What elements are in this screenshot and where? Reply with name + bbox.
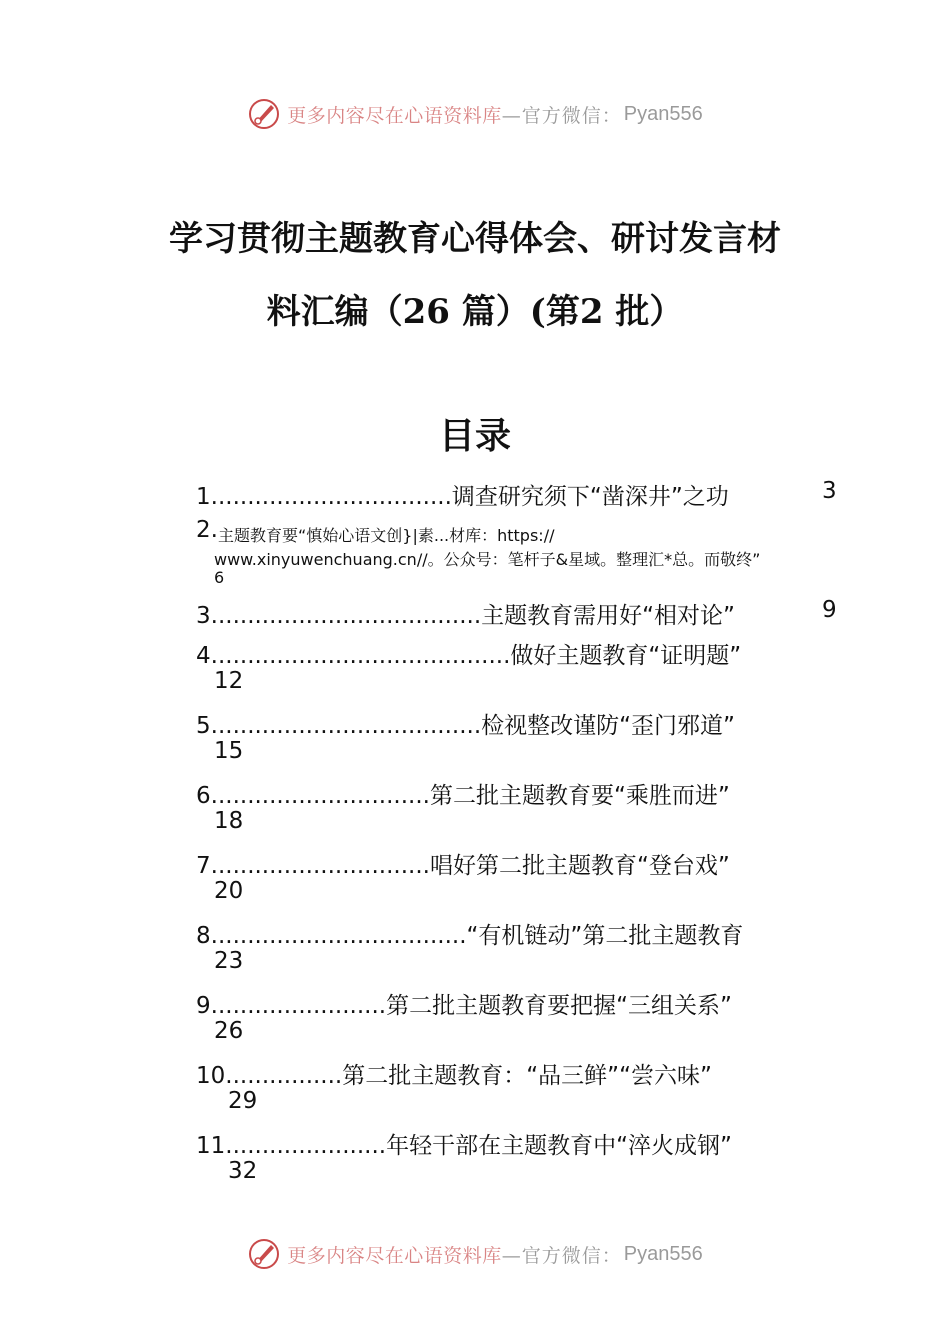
toc-entry-4-page: 12 bbox=[214, 668, 244, 694]
toc-entry-9-page: 26 bbox=[214, 1018, 244, 1044]
toc-entry-5-page: 15 bbox=[214, 738, 244, 764]
toc-entry-7-page: 20 bbox=[214, 878, 244, 904]
toc-entry-9[interactable]: 9........................第二批主题教育要把握“三组关系” bbox=[196, 993, 732, 1019]
quill-logo-icon bbox=[247, 1237, 281, 1271]
header-watermark bbox=[0, 94, 950, 134]
toc-entry-10-page: 29 bbox=[228, 1088, 258, 1114]
toc-entry-1[interactable]: 1.................................调查研究须下“凿深井”之功 bbox=[196, 484, 729, 510]
document-title-line-1: 学习贯彻主题教育心得体会、研讨发言材 bbox=[169, 219, 781, 259]
toc-entry-1-page: 3 bbox=[822, 478, 837, 504]
footer-watermark bbox=[0, 1234, 950, 1274]
watermark-text: 更多内容尽在心语资料库 bbox=[287, 1244, 502, 1267]
toc-entry-2-number[interactable]: 2. bbox=[196, 517, 218, 543]
toc-entry-2-line-1[interactable]: 主题教育要“慎始心语文创}|素...材库：https:// bbox=[218, 526, 555, 545]
toc-entry-3-page: 9 bbox=[822, 597, 837, 623]
toc-entry-6-page: 18 bbox=[214, 808, 244, 834]
watermark-wechat-id: Pyan556 bbox=[623, 102, 703, 125]
toc-entry-6[interactable]: 6..............................第二批主题教育要“乘胜而进” bbox=[196, 783, 730, 809]
watermark-text: 更多内容尽在心语资料库 bbox=[287, 104, 502, 127]
toc-entry-10[interactable]: 10................第二批主题教育：“品三鲜”“尝六味” bbox=[196, 1063, 712, 1089]
document-title-line-2: 料汇编（26 篇）(第2 批） bbox=[266, 292, 684, 332]
toc-entry-11-page: 32 bbox=[228, 1158, 258, 1184]
watermark-wechat-label: —官方微信： bbox=[501, 1244, 622, 1267]
quill-logo-icon bbox=[247, 97, 281, 131]
toc-entry-3[interactable]: 3.....................................主题教育需用好“相对论” bbox=[196, 603, 735, 629]
toc-entry-8-page: 23 bbox=[214, 948, 244, 974]
toc-entry-2-line-2[interactable]: www.xinyuwenchuang.cn//。公众号：笔杆子&星域。整理汇*总。而敬终” bbox=[214, 550, 761, 569]
toc-entry-8[interactable]: 8...................................“有机链动”第二批主题教育 bbox=[196, 923, 744, 949]
toc-entry-11[interactable]: 11......................年轻干部在主题教育中“淬火成钢” bbox=[196, 1133, 732, 1159]
toc-entry-2-page: 6 bbox=[214, 568, 225, 587]
toc-entry-7[interactable]: 7..............................唱好第二批主题教育“登台戏” bbox=[196, 853, 730, 879]
toc-entry-5[interactable]: 5.....................................检视整改谨防“歪门邪道” bbox=[196, 713, 735, 739]
toc-entry-4[interactable]: 4.........................................做好主题教育“证明题” bbox=[196, 643, 742, 669]
watermark-wechat-label: —官方微信： bbox=[501, 104, 622, 127]
watermark-wechat-id: Pyan556 bbox=[623, 1242, 703, 1265]
toc-heading: 目录 bbox=[438, 415, 511, 457]
